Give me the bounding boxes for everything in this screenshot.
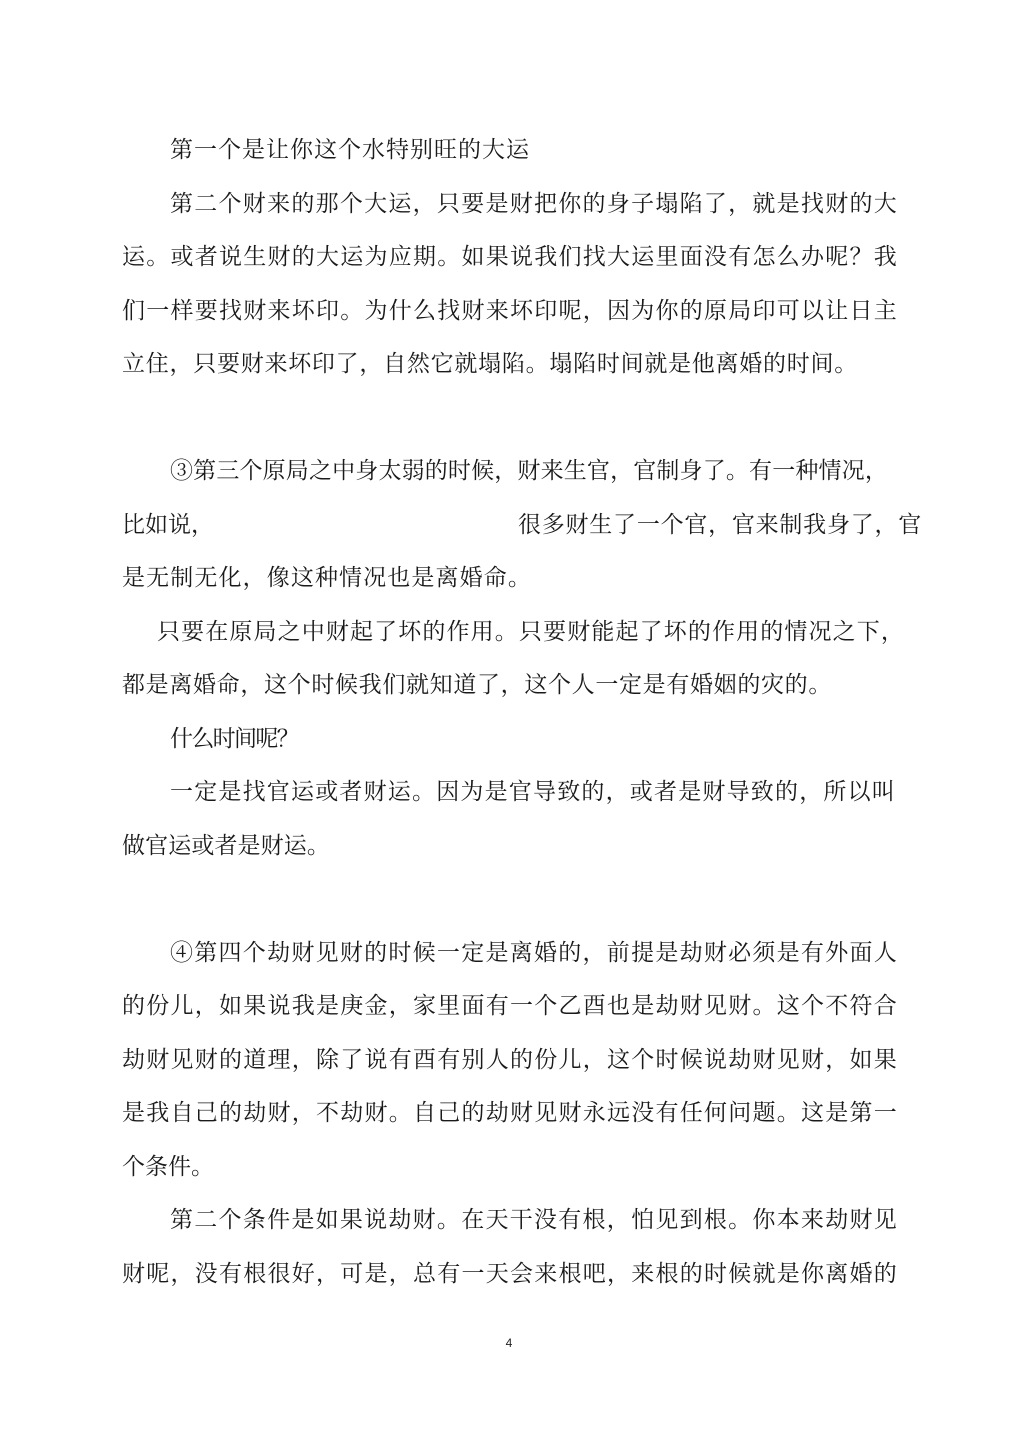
text-line: 很多财生了一个官，官来制我身了，官 bbox=[518, 512, 922, 538]
text-line: 第二个财来的那个大运，只要是财把你的身子塌陷了，就是找财的大 bbox=[170, 191, 898, 217]
text-line: 什么时间呢？ bbox=[170, 726, 299, 752]
text-line: 一定是找官运或者财运。因为是官导致的，或者是财导致的，所以叫 bbox=[170, 779, 896, 805]
text-line: 劫财见财的道理，除了说有酉有别人的份儿，这个时候说劫财见财，如果 bbox=[122, 1047, 898, 1073]
text-line: 比如说， bbox=[122, 512, 214, 538]
text-line: 第二个条件是如果说劫财。在天干没有根，怕见到根。你本来劫财见 bbox=[170, 1207, 898, 1233]
text-line: 运。或者说生财的大运为应期。如果说我们找大运里面没有怎么办呢？我 bbox=[122, 244, 898, 270]
text-line: 第一个是让你这个水特别旺的大运 bbox=[170, 137, 530, 163]
text-line: 是无制无化，像这种情况也是离婚命。 bbox=[122, 565, 532, 591]
text-line: 立住，只要财来坏印了，自然它就塌陷。塌陷时间就是他离婚的时间。 bbox=[122, 351, 858, 377]
text-line: 们一样要找财来坏印。为什么找财来坏印呢，因为你的原局印可以让日主 bbox=[122, 298, 898, 324]
text-line: ④第四个劫财见财的时候一定是离婚的，前提是劫财必须是有外面人 bbox=[170, 940, 898, 966]
text-line: 都是离婚命，这个时候我们就知道了，这个人一定是有婚姻的灾的。 bbox=[122, 672, 832, 698]
page-number: 4 bbox=[505, 1336, 513, 1350]
text-line: 只要在原局之中财起了坏的作用。只要财能起了坏的作用的情况之下， bbox=[157, 619, 905, 645]
text-line: 是我自己的劫财，不劫财。自己的劫财见财永远没有任何问题。这是第一 bbox=[122, 1100, 898, 1126]
text-line: 做官运或者是财运。 bbox=[122, 833, 330, 859]
text-line: 个条件。 bbox=[122, 1154, 214, 1180]
text-line: 财呢，没有根很好，可是，总有一天会来根吧，来根的时候就是你离婚的 bbox=[122, 1261, 898, 1287]
text-line: ③第三个原局之中身太弱的时候，财来生官，官制身了。有一种情况， bbox=[170, 458, 888, 484]
text-line: 的份儿，如果说我是庚金，家里面有一个乙酉也是劫财见财。这个不符合 bbox=[122, 993, 898, 1019]
